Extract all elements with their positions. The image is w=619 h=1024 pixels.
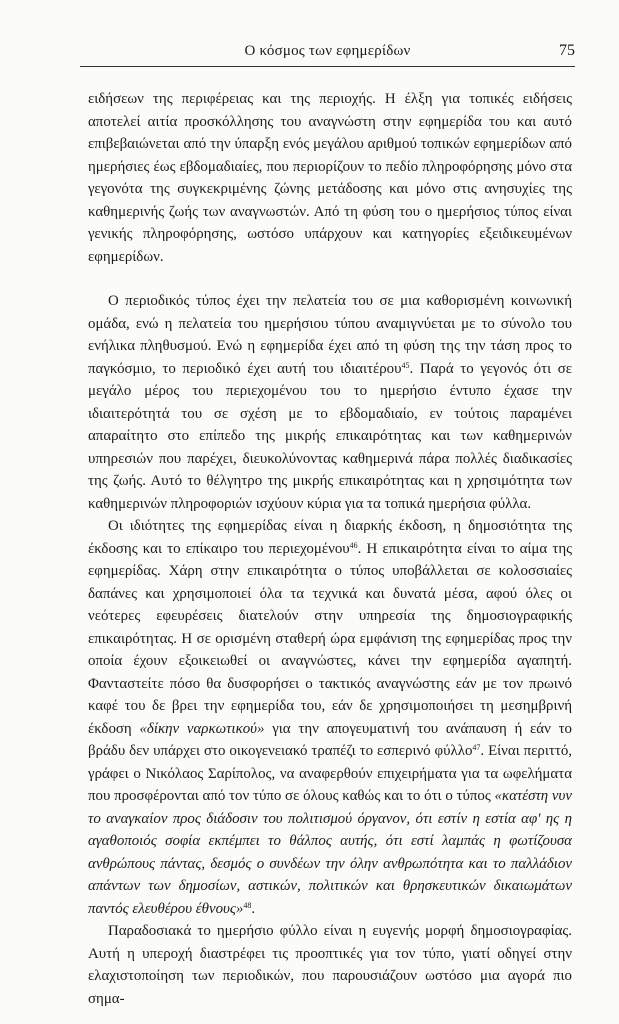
saripolos-quote: «κατέστη νυν το αναγκαίον προς διάδοσιν του πολιτισμού όργανον, ότι εστίν η εστία αφ' ης η αγαθοποιός σοφία εκπέμπει το θάλπος αυτής, ότι εστί λαμπάς η φωτίζουσα ανθρώπους πάντας, δεσμός ο συνδέων την όλην ανθρωπότητα και το παλλάδιον απάντων των δημοσίων, αστικών, πολιτικών και θρησκευτικών δικαιωμάτων παντός ελευθέρου έθνους» xyxy=(88,788,572,917)
footnote-ref-45: 45 xyxy=(401,360,410,370)
quoted-phrase: «δίκην ναρκωτικού» xyxy=(139,720,265,737)
paragraph-text: . Παρά το γεγονός ότι σε μεγάλο μέρος του περιεχομένου του το ημερήσιο έντυπο έχασε την ιδιαιτερότητά του σε σχέση με το εβδομαδιαίο, εν τούτοις παραμένει απαραίτητο στο επίπεδο της μικρής επικαιρότητας και των καθημερινών υπηρεσιών που παρέχει, διευκολύνοντας καθημερινά πάρα πολλές διαδικασίες της ζωής. Αυτό το θέλγητρο της μικρής επικαιρότητας και η χρησιμότητα των καθημερινών πληροφοριών ισχύουν κύρια για τα τοπικά ημερήσια φύλλα. xyxy=(88,360,572,512)
footnote-ref-47: 47 xyxy=(472,743,481,752)
paragraph-continuation: ειδήσεων της περιφέρειας και της περιοχής. Η έλξη για τοπικές ειδήσεις αποτελεί αιτία προσκόλλησης του αναγνώστη στην εφημερίδα του και αυτό επιβεβαιώνεται από την ύπαρξη ενός μεγάλου αριθμού τοπικών εφημερίδων από ημερήσιες έως εβδομαδιαίες, που περιορίζουν το πεδίο πληροφόρησης μόνο στα γεγονότα της συγκεκριμένης ζώνης μετάδοσης και μόνο στις ανησυχίες της καθημερινής ζωής των αναγνωστών. Από τη φύση του ο ημερήσιος τύπος είναι γενικής πληροφόρησης, ωστόσο υπάρχουν και κατηγορίες εξειδικευμένων εφημερίδων. xyxy=(88,91,572,265)
paragraph-text: . Είναι περιττό, γράφει ο Νικόλαος Σαρίπολος, να αναφερθούν επιχειρήματα για τα ωφελήματα που προσφέρονται από τον τύπο σε όλους καθώς και το ότι ο τύπος xyxy=(88,743,572,804)
footnote-ref-48: 48 xyxy=(243,900,252,910)
footnote-ref-46: 46 xyxy=(349,540,358,550)
paragraph-newspaper-properties xyxy=(88,515,572,920)
paragraph-periodical-press xyxy=(88,290,572,515)
paragraph-text: Οι ιδιότητες της εφημερίδας είναι η διαρκής έκδοση, η δημοσιότητα της έκδοσης και το επίκαιρο του περιεχομένου xyxy=(88,518,572,557)
running-title: Ο κόσμος των εφημερίδων xyxy=(244,43,411,59)
paragraph-text: . xyxy=(251,900,256,917)
page-number: 75 xyxy=(559,42,575,59)
paragraph-text: Ο περιοδικός τύπος έχει την πελατεία του σε μια καθορισμένη κοινωνική ομάδα, ενώ η πελατεία του ημερήσιου τύπου αναμιγνύεται με το σύνολο του ενήλικα πληθυσμού. Ενώ η εφημερίδα έχει από τη φύση της την τάση προς το παγκόσμιο, το περιοδικό έχει αυτή του ιδιαιτέρου xyxy=(88,293,572,377)
paragraph-text: για την απογευματινή του ανάπαυση ή εάν το βράδυ δεν υπάρχει στο οικογενειακό τραπέζι το εσπερινό φύλλο xyxy=(88,720,572,759)
paragraph-text: . Η επικαιρότητα είναι το αίμα της εφημερίδας. Χάρη στην επικαιρότητα ο τύπος υποβάλλεται σε κολοσσιαίες δαπάνες και χρησιμοποιεί όλα τα τεχνικά και δυνατά μέσα, αφού όλες οι νεότερες εφευρέσεις διατελούν στην υπηρεσία της δημοσιογραφικής επικαιρότητας. Η σε ορισμένη σταθερή ώρα εμφάνιση της εφημερίδας προς την οποία έχουν εξοικειωθεί οι αναγνώστες, κάνει την εφημερίδα αγαπητή. Φανταστείτε πόσο θα δυσφορήσει ο τακτικός αναγνώστης εάν με τον πρωινό καφέ του δε βρει την εφημερίδα του, εάν δε χρησιμοποιήσει τη μεσημβρινή έκδοση xyxy=(88,540,572,737)
page-header xyxy=(80,40,575,67)
body-text xyxy=(88,88,572,1010)
paragraph-daily-sheet: Παραδοσιακά το ημερήσιο φύλλο είναι η ευγενής μορφή δημοσιογραφίας. Αυτή η υπεροχή διαστρέφει τις προοπτικές για τον τύπο, γιατί οδηγεί στην ελαχιστοποίηση των περιοδικών, που παρουσιάζουν ωστόσο μια αγορά πιο σημα- xyxy=(88,923,572,1007)
